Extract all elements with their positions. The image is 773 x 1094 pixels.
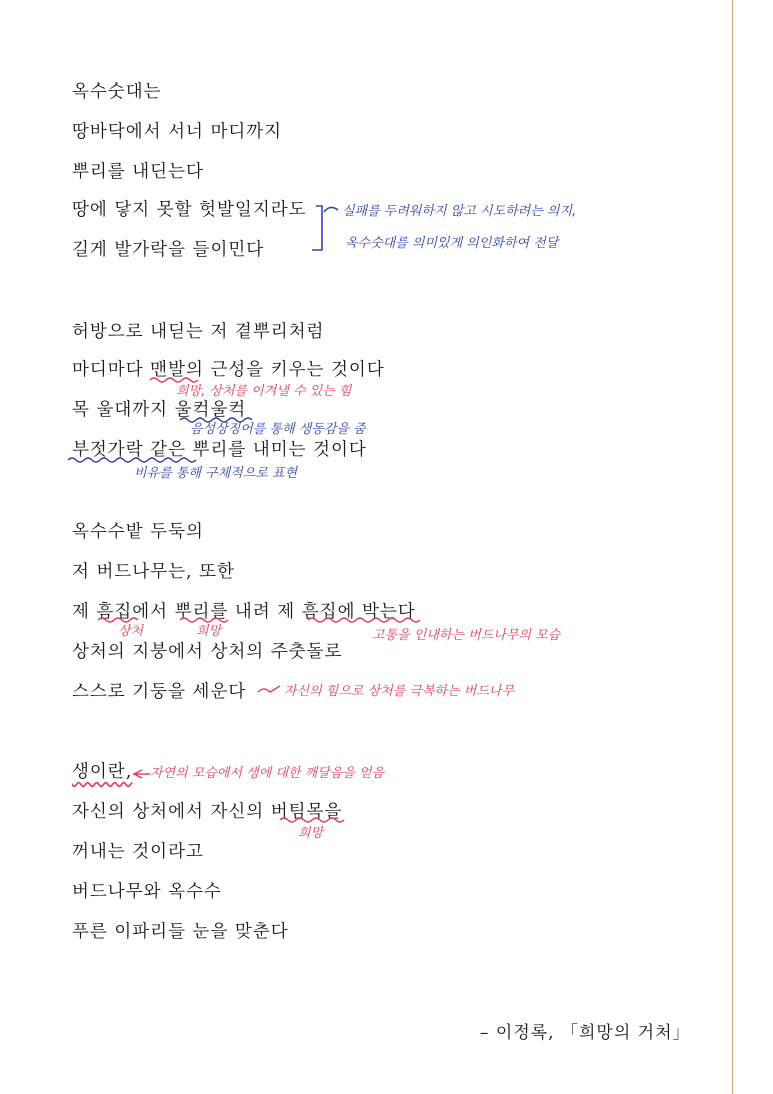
note-willow-struggle: 고통을 인내하는 버드나무의 모습 (372, 628, 561, 643)
bracket-mark (312, 206, 322, 250)
poem-line-19: 푸른 이파리들 눈을 맞춘다 (72, 922, 289, 942)
poem-attribution: – 이정록, 「희망의 거처」 (480, 1023, 691, 1043)
poem-line-16: 자신의 상처에서 자신의 버팀목을 (72, 802, 343, 822)
poem-line-7: 마디마다 맨발의 근성을 키우는 것이다 (72, 360, 385, 380)
poem-line-8: 목 울대까지 울컥울컥 (72, 400, 247, 420)
note-willow-overcome: 자신의 힘으로 상처를 극복하는 버드나무 (284, 684, 515, 699)
poem-line-2: 땅바닥에서 서너 마디까지 (72, 122, 283, 142)
poem-line-3: 뿌리를 내딘는다 (72, 162, 204, 182)
poem-line-5: 길게 발가락을 들이민다 (72, 240, 265, 260)
arrow-mark-red (134, 770, 150, 778)
poem-line-17: 꺼내는 것이라고 (72, 842, 204, 862)
poem-line-14: 스스로 기둥을 세운다 (72, 682, 247, 702)
poem-line-1: 옥수숫대는 (72, 82, 162, 102)
poem-line-9: 부젓가락 같은 뿌리를 내미는 것이다 (72, 440, 367, 460)
note-hope: 희망 (196, 624, 222, 639)
note-hope-wound: 희망, 상처를 이겨낼 수 있는 힘 (176, 384, 352, 399)
note-personification: 옥수숫대를 의미있게 의인화하여 전달 (345, 236, 559, 251)
note-wound: 상처 (118, 624, 144, 639)
poem-line-18: 버드나무와 옥수수 (72, 882, 222, 902)
note-life-realization: 자연의 모습에서 생에 대한 깨달음을 얻음 (150, 766, 385, 781)
underline-mark (308, 618, 420, 622)
poem-line-12: 제 흠집에서 뿌리를 내려 제 흠집에 박는다 (72, 602, 416, 622)
arrow-mark-blue (324, 207, 338, 212)
poem-line-10: 옥수수밭 두둑의 (72, 522, 204, 542)
poem-line-13: 상처의 지붕에서 상처의 주춧돌로 (72, 642, 343, 662)
poem-line-15: 생이란, (72, 762, 133, 782)
note-hope-2: 희망 (298, 826, 324, 841)
note-metaphor: 비유를 통해 구체적으로 표현 (134, 466, 298, 481)
note-onomatopoeia: 음성상징어를 통해 생동감을 줌 (190, 422, 366, 437)
poem-line-4: 땅에 닿지 못할 헛발일지라도 (72, 200, 307, 220)
poem-line-6: 허방으로 내딛는 저 곁뿌리처럼 (72, 322, 325, 342)
poem-line-11: 저 버드나무는, 또한 (72, 562, 235, 582)
note-will: 실패를 두려워하지 않고 시도하려는 의지, (342, 204, 577, 219)
arrow-mark-red (258, 686, 280, 692)
